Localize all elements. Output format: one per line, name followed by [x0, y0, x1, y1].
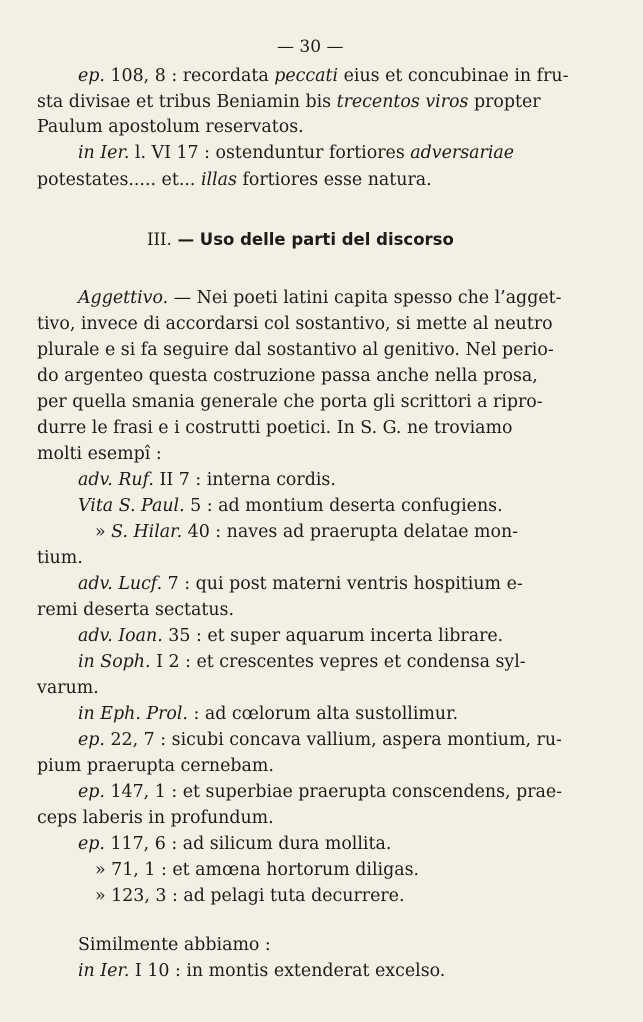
italic-segment: ep. — [78, 834, 105, 854]
text-segment: I 10 : in montis extenderat excelso. — [129, 961, 446, 981]
italic-segment: in Soph. — [78, 652, 151, 672]
text-line — [78, 288, 561, 308]
text-segment: 7 : qui post materni ventris hospitium e- — [162, 574, 523, 594]
italic-segment: adv. Lucf. — [78, 574, 163, 594]
text-line — [37, 756, 274, 776]
text-segment: l. VI 17 : ostenduntur fortiores — [129, 143, 411, 163]
text-line — [37, 678, 99, 698]
text-line — [37, 600, 234, 620]
text-segment: tivo, invece di accordarsi col sostantivo, si mette al neutro — [37, 314, 553, 334]
text-line — [37, 548, 83, 568]
text-line — [95, 522, 518, 542]
text-segment: 22, 7 : sicubi concava vallium, aspera montium, ru- — [104, 730, 562, 750]
text-line — [37, 314, 553, 334]
section-heading — [147, 230, 454, 250]
text-line — [37, 170, 432, 190]
text-segment: » — [95, 522, 112, 542]
text-line — [37, 366, 538, 386]
text-line — [95, 860, 419, 880]
text-segment: sta divisae et tribus Beniamin bis — [37, 92, 337, 112]
text-segment: fortiores esse natura. — [236, 170, 432, 190]
italic-segment: Vita S. Paul. — [78, 496, 185, 516]
text-segment: potestates..... et... — [37, 170, 201, 190]
text-line — [78, 730, 562, 750]
text-line — [78, 574, 523, 594]
italic-segment: peccati — [274, 66, 339, 86]
text-line — [78, 961, 445, 981]
text-line — [37, 808, 274, 828]
text-line — [37, 444, 162, 464]
text-line — [78, 143, 514, 163]
text-segment: : ad cœlorum alta sustollimur. — [187, 704, 459, 724]
text-segment: 147, 1 : et superbiae praerupta conscendens, prae- — [104, 782, 563, 802]
italic-segment: adv. Ioan. — [78, 626, 163, 646]
text-line — [78, 652, 526, 672]
text-line — [78, 66, 568, 86]
text-line — [78, 935, 271, 955]
italic-segment: Aggettivo. — [78, 288, 169, 308]
text-segment: Paulum apostolum reservatos. — [37, 117, 304, 137]
text-segment: I 2 : et crescentes vepres et condensa syl- — [150, 652, 526, 672]
italic-segment: S. Hilar. — [111, 522, 183, 542]
text-line — [95, 886, 405, 906]
italic-segment: ep. — [78, 782, 105, 802]
text-segment: per quella smania generale che porta gli scrittori a ripro- — [37, 392, 543, 412]
text-line — [78, 626, 503, 646]
text-segment: tium. — [37, 548, 83, 568]
text-segment: do argenteo questa costruzione passa anche nella prosa, — [37, 366, 538, 386]
text-line — [37, 392, 543, 412]
italic-segment: in Eph. Prol. — [78, 704, 188, 724]
text-segment: II 7 : interna cordis. — [153, 470, 336, 490]
section-numeral: III. — [147, 230, 172, 249]
text-line — [78, 704, 458, 724]
italic-segment: illas — [200, 170, 237, 190]
text-segment: pium praerupta cernebam. — [37, 756, 274, 776]
text-line — [78, 834, 391, 854]
text-line — [37, 418, 513, 438]
text-line — [37, 340, 554, 360]
text-segment: — Nei poeti latini capita spesso che l’agget- — [168, 288, 562, 308]
text-segment: 5 : ad montium deserta confugiens. — [184, 496, 503, 516]
text-segment: 108, 8 : recordata — [104, 66, 275, 86]
text-segment: durre le frasi e i costrutti poetici. In S. G. ne troviamo — [37, 418, 513, 438]
text-segment: ceps laberis in profundum. — [37, 808, 274, 828]
text-segment: Similmente abbiamo : — [78, 935, 271, 955]
text-segment: 117, 6 : ad silicum dura mollita. — [104, 834, 392, 854]
page-number: — 30 — — [277, 37, 344, 57]
text-segment: 40 : naves ad praerupta delatae mon- — [182, 522, 519, 542]
italic-segment: ep. — [78, 730, 105, 750]
text-segment: plurale e si fa seguire dal sostantivo al genitivo. Nel perio- — [37, 340, 554, 360]
italic-segment: in Ier. — [78, 961, 130, 981]
text-line — [78, 496, 503, 516]
text-segment: » 71, 1 : et amœna hortorum diligas. — [95, 860, 420, 880]
text-segment: propter — [468, 92, 541, 112]
text-line — [78, 782, 562, 802]
text-line — [37, 117, 304, 137]
italic-segment: ep. — [78, 66, 105, 86]
text-line — [78, 470, 336, 490]
italic-segment: adv. Ruf. — [78, 470, 154, 490]
text-segment: 35 : et super aquarum incerta librare. — [162, 626, 504, 646]
text-segment: molti esempî : — [37, 444, 162, 464]
italic-segment: adversariae — [410, 143, 515, 163]
text-segment: remi deserta sectatus. — [37, 600, 234, 620]
text-line — [37, 92, 541, 112]
text-segment: eius et concubinae in fru- — [338, 66, 569, 86]
italic-segment: trecentos viros — [336, 92, 469, 112]
italic-segment: in Ier. — [78, 143, 130, 163]
text-segment: varum. — [37, 678, 99, 698]
section-title: — Uso delle parti del discorso — [177, 230, 454, 249]
text-segment: » 123, 3 : ad pelagi tuta decurrere. — [95, 886, 405, 906]
